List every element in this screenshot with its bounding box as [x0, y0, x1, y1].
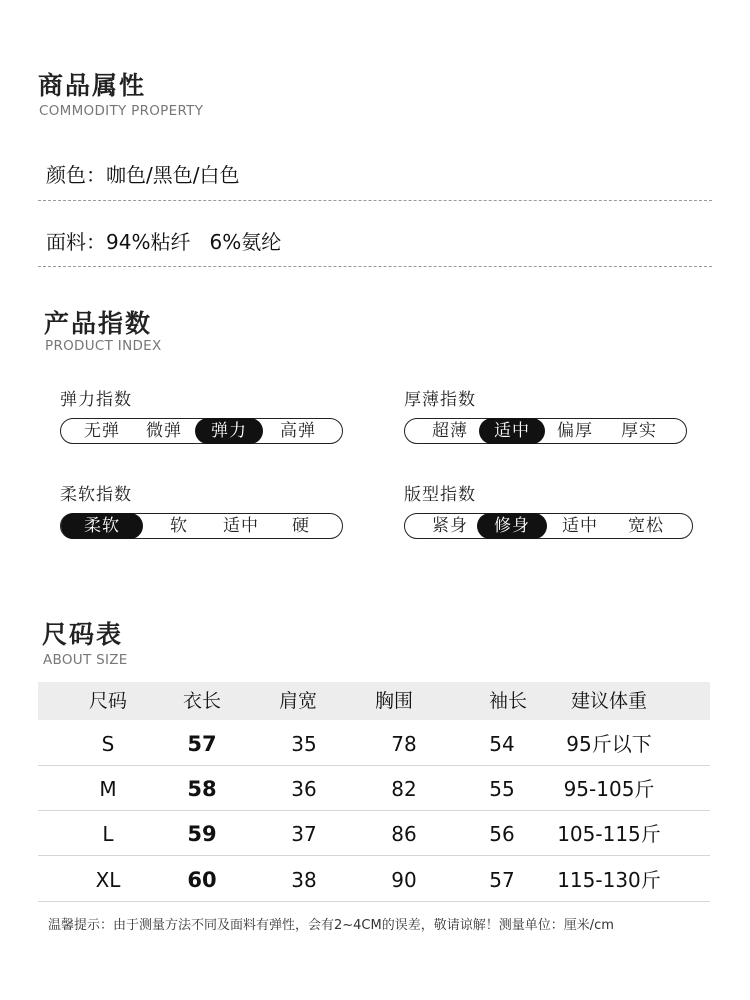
divider — [38, 200, 712, 201]
cell-length: 57 — [187, 732, 217, 756]
thickness-option-selected: 适中 — [479, 418, 545, 444]
table-row — [38, 722, 710, 767]
cell-sleeve: 56 — [489, 822, 515, 846]
table-row — [38, 858, 710, 903]
elasticity-option-selected: 弹力 — [195, 418, 263, 444]
attributes-title: 商品属性 — [38, 71, 147, 100]
thickness-option: 偏厚 — [557, 420, 593, 441]
elasticity-scale — [60, 418, 343, 444]
row-divider — [38, 810, 710, 811]
size-chart-subtitle: ABOUT SIZE — [43, 652, 128, 668]
table-row — [38, 767, 710, 812]
row-divider — [38, 765, 710, 766]
cell-size: M — [99, 777, 117, 801]
cell-weight: 105-115斤 — [557, 822, 661, 846]
cell-shoulder: 36 — [291, 777, 317, 801]
cell-length: 58 — [187, 777, 217, 801]
column-header-bust: 胸围 — [374, 690, 413, 712]
elasticity-label: 弹力指数 — [60, 390, 132, 410]
thickness-label: 厚薄指数 — [404, 390, 476, 410]
size-table-header — [38, 682, 710, 720]
fit-scale — [404, 513, 693, 539]
softness-option: 硬 — [292, 515, 310, 536]
divider — [38, 266, 712, 267]
fit-option-selected: 修身 — [477, 513, 547, 539]
attributes-subtitle: COMMODITY PROPERTY — [39, 103, 204, 119]
cell-bust: 86 — [391, 822, 417, 846]
cell-sleeve: 54 — [489, 732, 515, 756]
index-title: 产品指数 — [44, 309, 153, 338]
fit-option: 宽松 — [628, 515, 664, 536]
cell-bust: 90 — [391, 868, 417, 892]
fit-option: 适中 — [562, 515, 598, 536]
column-header-shoulder: 肩宽 — [278, 690, 317, 712]
color-line: 颜色：咖色/黑色/白色 — [46, 163, 240, 187]
index-subtitle: PRODUCT INDEX — [45, 338, 162, 354]
cell-sleeve: 55 — [489, 777, 515, 801]
thickness-scale — [404, 418, 687, 444]
table-row — [38, 812, 710, 857]
cell-length: 59 — [187, 822, 217, 846]
cell-shoulder: 38 — [291, 868, 317, 892]
softness-option: 适中 — [223, 515, 259, 536]
footer-note: 温馨提示：由于测量方法不同及面料有弹性，会有2~4CM的误差，敬请谅解！测量单位：厘米/cm — [48, 918, 614, 933]
size-chart-title: 尺码表 — [42, 620, 124, 649]
cell-weight: 95-105斤 — [563, 777, 655, 801]
column-header-size: 尺码 — [88, 690, 127, 712]
column-header-length: 衣长 — [182, 690, 221, 712]
cell-shoulder: 35 — [291, 732, 317, 756]
column-header-weight: 建议体重 — [570, 690, 647, 712]
elasticity-option: 高弹 — [280, 420, 316, 441]
row-divider — [38, 901, 710, 902]
fit-option: 紧身 — [432, 515, 468, 536]
cell-length: 60 — [187, 868, 217, 892]
fit-label: 版型指数 — [404, 485, 476, 505]
elasticity-option: 无弹 — [84, 420, 120, 441]
softness-option-selected: 柔软 — [61, 513, 143, 539]
elasticity-option: 微弹 — [146, 420, 182, 441]
fabric-line: 面料：94%粘纤 6%氨纶 — [46, 230, 282, 254]
cell-weight: 115-130斤 — [557, 868, 661, 892]
thickness-option: 厚实 — [621, 420, 657, 441]
cell-bust: 82 — [391, 777, 417, 801]
cell-sleeve: 57 — [489, 868, 515, 892]
cell-size: S — [101, 732, 115, 756]
column-header-sleeve: 袖长 — [488, 690, 527, 712]
cell-shoulder: 37 — [291, 822, 317, 846]
thickness-option: 超薄 — [432, 420, 468, 441]
row-divider — [38, 855, 710, 856]
softness-label: 柔软指数 — [60, 485, 132, 505]
cell-bust: 78 — [391, 732, 417, 756]
cell-size: L — [102, 822, 114, 846]
cell-size: XL — [95, 868, 121, 892]
softness-scale — [60, 513, 343, 539]
softness-option: 软 — [170, 515, 188, 536]
cell-weight: 95斤以下 — [566, 732, 652, 756]
